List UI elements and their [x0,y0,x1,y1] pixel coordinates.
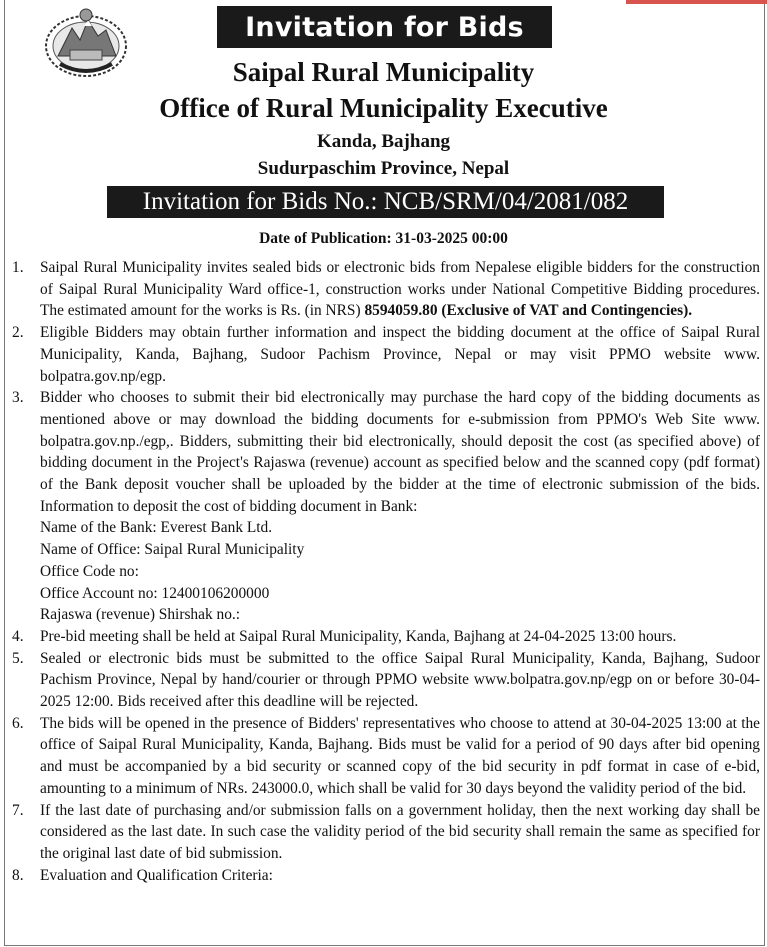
list-item [0,800,760,865]
list-item [0,387,760,626]
top-accent-line [626,0,767,4]
list-item [0,648,760,713]
item-text: Pre-bid meeting shall be held at Saipal Rural Municipality, Kanda, Bajhang at 24-04-2025 13:00 hours. [40,627,677,645]
estimated-amount: 8594059.80 (Exclusive of VAT and Contingencies). [364,302,693,320]
location-line-1: Kanda, Bajhang [316,131,451,152]
list-item [0,713,760,800]
item-number: 2. [12,324,24,342]
list-item [0,865,760,887]
bid-number: Invitation for Bids No.: NCB/SRM/04/2081/082 [107,186,664,218]
list-item [0,322,760,387]
office-name: Office of Rural Municipality Executive [159,93,608,123]
item-number: 7. [12,801,24,819]
banner-title: Invitation for Bids [217,6,552,48]
item-text: Bidder who chooses to submit their bid electronically may purchase the hard copy of the bidding documents as mentioned above or may download the bidding documents for e-submission from PPMO's Web Site www. bolpatra.gov.np./egp,. Bidders, submitting their bid electronically, should deposit the cost (as specified above) of bidding document in the Project's Rajaswa (revenue) account as specified below and the scanned copy (pdf format) of the Bank deposit voucher shall be uploaded by the bidder at the time of electronic submission of the bids. Information to deposit the cost of bidding document in Bank: [40,389,760,515]
bid-conditions-list [0,257,760,886]
item-text: The bids will be opened in the presence of Bidders' representatives who choose to attend at 30-04-2025 13:00 at the office of Saipal Rural Municipality, Kanda, Bajhang. Bids must be valid for a period of 90 days after bid opening and must be accompanied by a bid security or scanned copy of the bid security in pdf format in case of e-bid, amounting to a minimum of NRs. 243000.0, which shall be valid for 30 days beyond the validity period of the bid. [40,714,760,797]
org-name: Saipal Rural Municipality [232,57,535,87]
item-number: 4. [12,627,24,645]
list-item [0,626,760,648]
item-text: Saipal Rural Municipality invites sealed bids or electronic bids from Nepalese eligible bidders for the construction of Saipal Rural Municipality Ward office-1, construction works under National Competitive Bidding procedures. The estimated amount for the works is Rs. (in NRS) [40,259,760,320]
item-text: Evaluation and Qualification Criteria: [40,866,273,884]
list-item [0,257,760,322]
office-name-line: Name of Office: Saipal Rural Municipality [40,541,305,559]
item-number: 5. [12,649,24,667]
item-text: If the last date of purchasing and/or submission falls on a government holiday, then the next working day shall be considered as the last date. In such case the validity period of the bid security shall remain the same as specified for the original last date of bid submission. [40,801,760,862]
item-number: 3. [12,389,24,407]
location-line-2: Sudurpaschim Province, Nepal [257,158,510,179]
item-text: Eligible Bidders may obtain further information and inspect the bidding document at the office of Saipal Rural Municipality, Kanda, Bajhang, Sudoor Pachism Province, Nepal or may visit PPMO website www. bolpatra.gov.np/egp. [40,324,760,385]
item-number: 1. [12,259,24,276]
rajaswa-shirshak: Rajaswa (revenue) Shirshak no.: [40,606,241,624]
office-account: Office Account no: 12400106200000 [40,584,270,602]
publication-date: Date of Publication: 31-03-2025 00:00 [259,230,508,247]
item-text: Sealed or electronic bids must be submitted to the office Saipal Rural Municipality, Kanda, Bajhang, Sudoor Pachism Province, Nepal by hand/courier or through PPMO website www.bolpatra.gov.np/egp on or before 30-04- 2025 12:00. Bids received after this deadline will be rejected. [40,649,760,711]
item-number: 8. [12,866,24,884]
item-number: 6. [12,714,24,732]
office-code: Office Code no: [40,562,139,580]
bank-name: Name of the Bank: Everest Bank Ltd. [40,519,273,537]
